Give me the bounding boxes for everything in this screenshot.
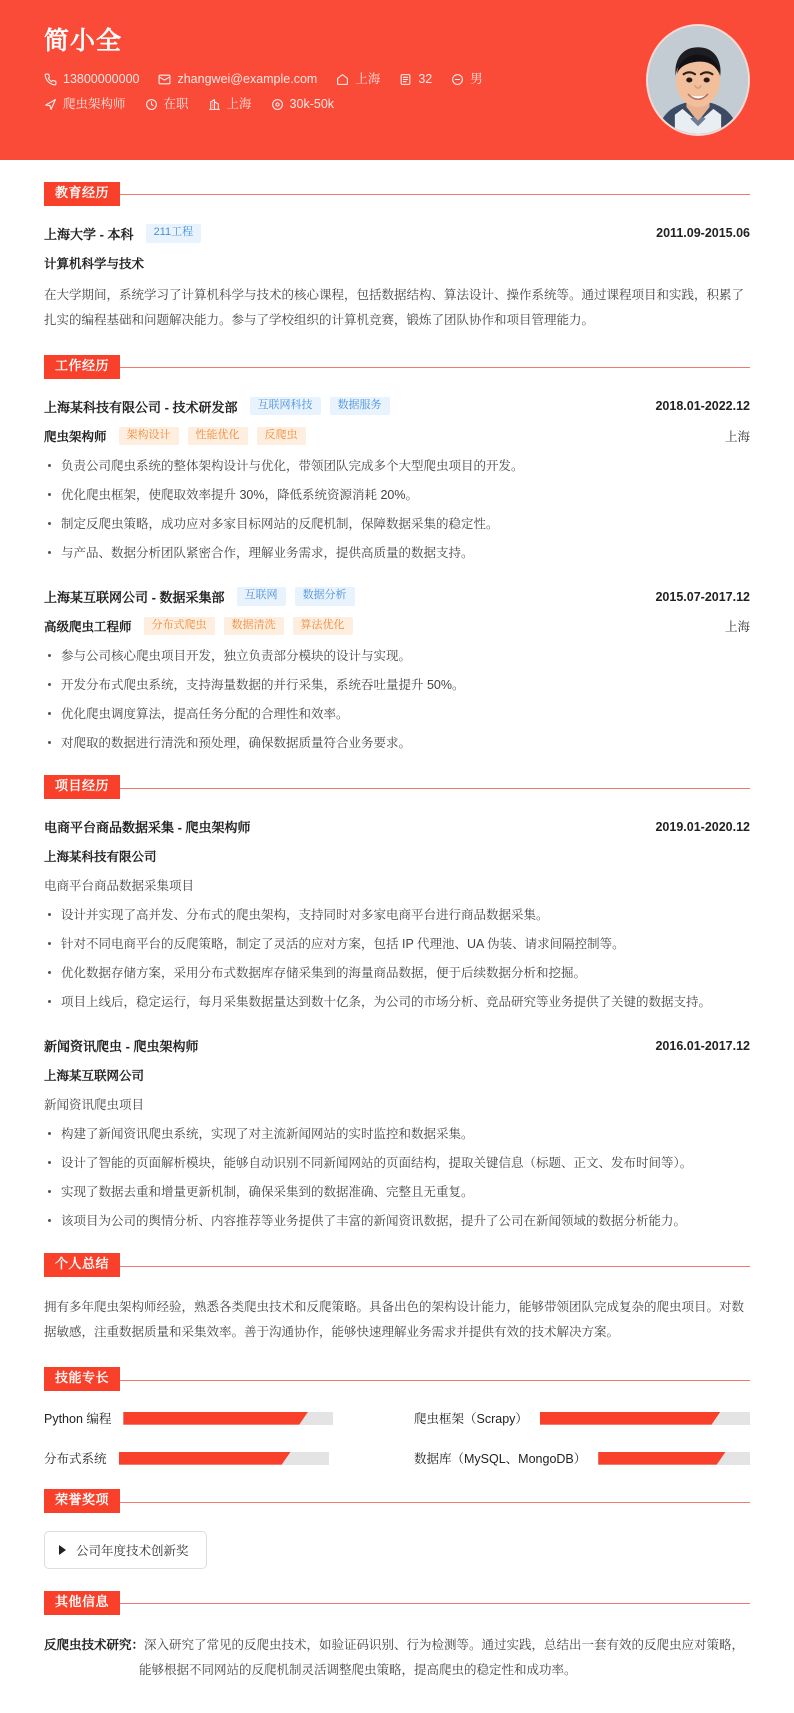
project-date: 2019.01-2020.12: [655, 819, 750, 834]
expected-salary: [271, 97, 334, 111]
section-work: [44, 333, 750, 753]
section-title-honors: 荣誉奖项: [44, 1489, 120, 1513]
project-date: 2016.01-2017.12: [655, 1038, 750, 1053]
education-entry-left: [44, 224, 210, 243]
job-status-value: 在职: [163, 97, 189, 111]
project-name: 电商平台商品数据采集 - 爬虫架构师: [44, 820, 251, 836]
work-entry: [44, 587, 750, 753]
work-skill-tag: 性能优化: [188, 427, 248, 445]
skill-item: [44, 1449, 380, 1467]
education-entry-header: [44, 224, 750, 243]
list-item: 项目上线后，稳定运行，每月采集数据量达到数十亿条，为公司的市场分析、竞品研究等业务提供了关键的数据支持。: [44, 992, 750, 1012]
contact-gender-value: 男: [470, 72, 483, 86]
contact-email-value: zhangwei@example.com: [177, 72, 318, 86]
contact-gender: [451, 72, 483, 86]
home-icon: [336, 73, 349, 86]
work-entry: [44, 397, 750, 563]
work-entry-left: [44, 397, 399, 416]
desired-city: [208, 97, 252, 111]
mail-icon: [158, 73, 171, 86]
building-icon: [208, 98, 221, 111]
desired-position-value: 爬虫架构师: [63, 97, 126, 111]
section-header-education: [44, 182, 750, 206]
job-status: [145, 97, 189, 111]
work-company: 上海某互联网公司 - 数据采集部: [44, 590, 225, 606]
honor-label: 公司年度技术创新奖: [76, 1544, 189, 1558]
work-tag: 数据服务: [330, 397, 390, 415]
project-entry: [44, 1036, 750, 1231]
contact-age-value: 32: [418, 72, 433, 86]
work-skill-tag: 数据清洗: [224, 617, 284, 635]
work-place: 上海: [724, 620, 750, 635]
id-card-icon: [399, 73, 412, 86]
list-item: 构建了新闻资讯爬虫系统，实现了对主流新闻网站的实时监控和数据采集。: [44, 1124, 750, 1144]
skill-label: 数据库（MySQL、MongoDB）: [414, 1452, 587, 1467]
contact-row-secondary: [44, 97, 750, 111]
section-title-project: 项目经历: [44, 775, 120, 799]
section-rule: [120, 194, 750, 195]
desired-city-value: 上海: [226, 97, 252, 111]
work-role-left: [44, 617, 362, 635]
education-description: 在大学期间，系统学习了计算机科学与技术的核心课程，包括数据结构、算法设计、操作系统等。通过课程项目和实践，积累了扎实的编程基础和问题解决能力。参与了学校组织的计算机竞赛，锻炼了团队协作和项目管理能力。: [44, 287, 745, 327]
section-header-honors: [44, 1489, 750, 1513]
section-header-skills: [44, 1367, 750, 1391]
skill-item: [414, 1409, 750, 1427]
play-triangle-icon: [59, 1545, 66, 1555]
work-bullets: [44, 646, 750, 753]
contact-phone: [44, 72, 139, 86]
work-date: 2015.07-2017.12: [655, 589, 750, 604]
section-other: [44, 1569, 750, 1683]
project-bullets: [44, 905, 750, 1012]
work-role: 高级爬虫工程师: [44, 620, 132, 635]
section-skills: [44, 1345, 750, 1467]
summary-text: 拥有多年爬虫架构师经验，熟悉各类爬虫技术和反爬策略。具备出色的架构设计能力，能够带领团队完成复杂的爬虫项目。对数据敏感，注重数据质量和采集效率。善于沟通协作，能够快速理解业务需求并提供有效的技术解决方案。: [44, 1300, 745, 1340]
project-summary: 电商平台商品数据采集项目: [44, 879, 195, 894]
section-rule: [120, 1266, 750, 1267]
contact-age: [399, 72, 432, 86]
education-date: 2011.09-2015.06: [656, 226, 750, 241]
work-role-left: [44, 427, 315, 445]
work-skill-tag: 反爬虫: [257, 427, 306, 445]
project-name: 新闻资讯爬虫 - 爬虫架构师: [44, 1039, 199, 1055]
project-bullets: [44, 1124, 750, 1231]
phone-icon: [44, 73, 57, 86]
section-rule: [120, 788, 750, 789]
education-school: 上海大学 - 本科: [44, 226, 134, 242]
contact-phone-value: 13800000000: [63, 72, 140, 86]
work-tag: 互联网: [237, 587, 286, 605]
work-skill-tag: 架构设计: [119, 427, 179, 445]
gender-icon: [451, 73, 464, 86]
contact-email: [158, 72, 317, 86]
section-project: [44, 753, 750, 1231]
list-item: 优化爬虫框架，使爬取效率提升 30%，降低系统资源消耗 20%。: [44, 485, 750, 505]
skill-label: Python 编程: [44, 1412, 112, 1427]
salary-icon: [271, 98, 284, 111]
section-title-other: 其他信息: [44, 1591, 120, 1615]
work-role: 爬虫架构师: [44, 429, 107, 444]
contact-row-primary: [44, 72, 750, 86]
skill-bar-track: [598, 1452, 750, 1465]
list-item: 制定反爬虫策略，成功应对多家目标网站的反爬机制，保障数据采集的稳定性。: [44, 514, 750, 534]
work-tag: 互联网科技: [250, 397, 321, 415]
section-honors: [44, 1467, 750, 1569]
list-item: 参与公司核心爬虫项目开发，独立负责部分模块的设计与实现。: [44, 646, 750, 666]
work-role-line: [44, 427, 750, 445]
work-bullets: [44, 456, 750, 563]
list-item: 优化爬虫调度算法，提高任务分配的合理性和效率。: [44, 704, 750, 724]
education-entry: [44, 224, 750, 333]
work-skill-tag: 算法优化: [293, 617, 353, 635]
work-tag: 数据分析: [295, 587, 355, 605]
project-company: 上海某互联网公司: [44, 1069, 145, 1084]
work-entry-left: [44, 587, 364, 606]
list-item: 开发分布式爬虫系统，支持海量数据的并行采集，系统吞吐量提升 50%。: [44, 675, 750, 695]
list-item: 与产品、数据分析团队紧密合作，理解业务需求，提供高质量的数据支持。: [44, 543, 750, 563]
contact-location: [336, 72, 380, 86]
section-title-skills: 技能专长: [44, 1367, 120, 1391]
section-summary: [44, 1231, 750, 1345]
education-tag: 211工程: [146, 224, 202, 242]
list-item: 负责公司爬虫系统的整体架构设计与优化，带领团队完成多个大型爬虫项目的开发。: [44, 456, 750, 476]
work-place: 上海: [724, 429, 750, 444]
skill-item: [414, 1449, 750, 1467]
skill-bar-fill: [119, 1452, 291, 1465]
list-item: 针对不同电商平台的反爬策略，制定了灵活的应对方案，包括 IP 代理池、UA 伪装、请求间隔控制等。: [44, 934, 750, 954]
resume-body: [0, 160, 794, 1713]
expected-salary-value: 30k-50k: [289, 97, 335, 111]
skill-item: [44, 1409, 380, 1427]
section-rule: [120, 367, 750, 368]
section-header-project: [44, 775, 750, 799]
section-rule: [120, 1380, 750, 1381]
list-item: 设计并实现了高并发、分布式的爬虫架构，支持同时对多家电商平台进行商品数据采集。: [44, 905, 750, 925]
section-title-summary: 个人总结: [44, 1253, 120, 1277]
work-entry-header: [44, 397, 750, 416]
project-entry: [44, 817, 750, 1012]
page-title: 简小全: [44, 27, 123, 55]
list-item: 实现了数据去重和增量更新机制，确保采集到的数据准确、完整且无重复。: [44, 1182, 750, 1202]
skill-bar-fill: [598, 1452, 725, 1465]
list-item: 该项目为公司的舆情分析、内容推荐等业务提供了丰富的新闻资讯数据，提升了公司在新闻领域的数据分析能力。: [44, 1211, 750, 1231]
rocket-icon: [44, 98, 57, 111]
list-item: 对爬取的数据进行清洗和预处理，确保数据质量符合业务要求。: [44, 733, 750, 753]
skill-label: 分布式系统: [44, 1452, 107, 1467]
section-rule: [120, 1502, 750, 1503]
honor-item[interactable]: [44, 1531, 207, 1569]
section-rule: [120, 1603, 750, 1604]
skill-bar-track: [119, 1452, 329, 1465]
work-company: 上海某科技有限公司 - 技术研发部: [44, 399, 238, 415]
section-header-other: [44, 1591, 750, 1615]
section-education: [44, 160, 750, 333]
avatar: [646, 24, 750, 136]
work-role-line: [44, 617, 750, 635]
desired-position: [44, 97, 126, 111]
other-info-text: 深入研究了常见的反爬虫技术，如验证码识别、行为检测等。通过实践，总结出一套有效的反爬虫应对策略，能够根据不同网站的反爬机制灵活调整爬虫策略，提高爬虫的稳定性和成功率。: [139, 1637, 745, 1677]
work-date: 2018.01-2022.12: [655, 399, 750, 414]
profile-photo: [648, 26, 748, 134]
skill-label: 爬虫框架（Scrapy）: [414, 1412, 528, 1427]
section-header-summary: [44, 1253, 750, 1277]
skills-grid: [44, 1409, 750, 1467]
section-title-education: 教育经历: [44, 182, 120, 206]
education-major: 计算机科学与技术: [44, 256, 145, 271]
project-entry-header: [44, 817, 750, 836]
work-skill-tag: 分布式爬虫: [144, 617, 215, 635]
skill-bar-fill: [123, 1412, 308, 1425]
skill-bar-fill: [540, 1412, 721, 1425]
resume-header: [0, 0, 794, 160]
section-title-work: 工作经历: [44, 355, 120, 379]
other-info-label: 反爬虫技术研究：: [44, 1637, 145, 1652]
project-entry-header: [44, 1036, 750, 1055]
project-summary: 新闻资讯爬虫项目: [44, 1098, 145, 1113]
skill-bar-track: [540, 1412, 750, 1425]
list-item: 设计了智能的页面解析模块，能够自动识别不同新闻网站的页面结构，提取关键信息（标题、正文、发布时间等）。: [44, 1153, 750, 1173]
project-company: 上海某科技有限公司: [44, 850, 157, 865]
other-info-item: [44, 1633, 750, 1683]
work-entry-header: [44, 587, 750, 606]
contact-location-value: 上海: [355, 72, 381, 86]
skill-bar-track: [123, 1412, 333, 1425]
list-item: 优化数据存储方案，采用分布式数据库存储采集到的海量商品数据，便于后续数据分析和挖掘。: [44, 963, 750, 983]
status-icon: [145, 98, 158, 111]
section-header-work: [44, 355, 750, 379]
